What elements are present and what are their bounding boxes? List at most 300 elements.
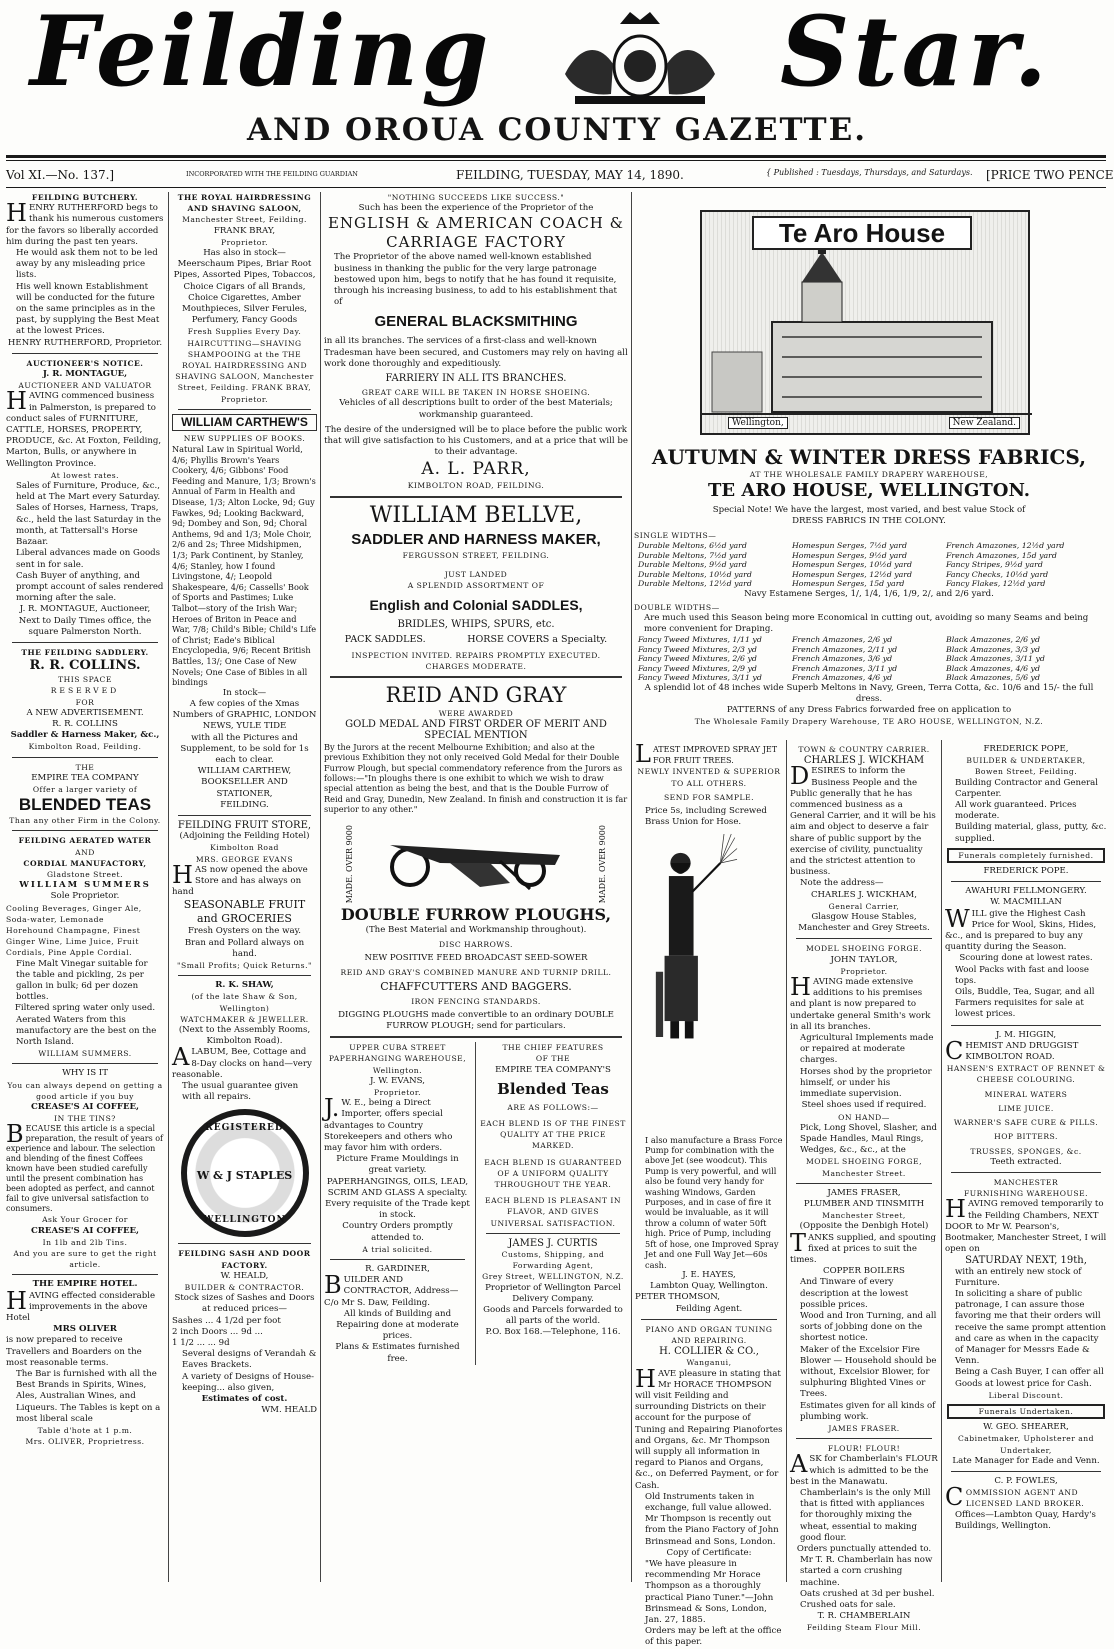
ad-body: You can always depend on getting a good article if you buy <box>7 1080 163 1101</box>
ad-heading: CORDIAL MANUFACTORY, <box>23 858 147 868</box>
stamp-text: REGISTERED <box>205 1123 284 1134</box>
ad-body: Note the address— <box>800 878 884 889</box>
ad-trade: Saddler & Harness Maker, &c., <box>10 730 160 741</box>
ad-body: Liberal advances made on Goods sent in for sale. <box>16 548 161 570</box>
ad-body: WARNER'S SAFE CURE & PILLS. <box>953 1118 1099 1128</box>
ad-body: A variety of Designs of House-keeping... also given, <box>182 1371 314 1393</box>
ad-body: A splendid lot of 48 inches wide Superb Meltons in Navy, Green, Terra Cotta, &c. 10/6 and 15/- the full dress. <box>644 682 1094 704</box>
ad-body: NEW POSITIVE FEED BROADCAST SEED-SOWER <box>364 952 588 963</box>
te-aro-house-ad <box>634 445 1104 727</box>
ad-subheading: AT THE WHOLESALE FAMILY DRAPERY WAREHOUSE, <box>749 470 989 479</box>
ad-body: Bran and Pollard always on hand. <box>184 937 305 959</box>
ad-body: Being a Cash Buyer, I can offer all Goods at lowest price for Cash. <box>955 1367 1104 1389</box>
ad-address: Wellington. <box>372 1065 423 1075</box>
ad-body: DIGGING PLOUGHS made convertible to an ordinary DOUBLE FURROW PLOUGH; send for particulars. <box>338 1009 614 1031</box>
ad-headline: GENERAL BLACKSMITHING <box>374 313 578 331</box>
column-5 <box>790 744 938 1633</box>
made-label: MADE. OVER 9000 <box>597 824 607 903</box>
ad-body: Has also in stock— <box>203 248 286 259</box>
ad-body: BECAUSE this article is a special preparation, the result of years of experience and labour. The selection and blending of the finest Coffees known have been studied carefully until the present combination has been adopted as perfect, and cannot fail to give universal satisfaction to consumers. <box>6 1120 164 1214</box>
price-cell: French Amazones, 15d yard <box>946 550 1057 560</box>
ad-name: J. R. MONTAGUE, <box>42 369 128 380</box>
price-cell: Homespun Serges, 9½d yard <box>792 550 908 560</box>
ad-body: HANSEN'S EXTRACT OF RENNET & CHEESE COLOURING. <box>946 1064 1106 1085</box>
ad-body: IN THE TINS? <box>54 1114 116 1124</box>
ad-body: (of the late Shaw & Son, Wellington) <box>191 992 298 1013</box>
ad-heading: MODEL SHOEING FORGE. <box>805 944 923 954</box>
ad-heading: EMPIRE TEA COMPANY'S <box>495 1064 611 1075</box>
ad-body: HENRY RUTHERFORD begs to thank his numerous customers for the favors so liberally accorded him during the past ten years. <box>6 199 164 247</box>
ad-body: Orders punctually attended to. <box>796 1544 932 1555</box>
ad-body: Than any other Firm in the Colony. <box>9 816 161 826</box>
book-list: Natural Law in Spiritual World, 4/6; Phyllis Brown's Years Cookery, 4/6; Gibbons' Food Feeding and Manure, 1/3; Brown's Annual of Farm in Health and Disease, 1/3; Alton Locke, 9d; Guy Fawkes, 9d; Looking Backward, 9d; Dombey and Son, 9d; Choral Anthems, 9d and 1/3; Mole Choir, 2/6 and 2s; Three Midshipmen, 1/3; Park Continent, by Stanley, 4/6; Stanley, how I found Livingstone, 4/; Leopold Shakespeare, 4/6; Cassells' Book of Sports and Pastimes; Luke Talbot—story of the Irish War; Heroes of Briton in Peace and War, 7/8; Child's Bible; Child's Life of Christ; Eade's Biblical Encyclopedia, 9/6; Recent British Battles, 13/; One Case of New Novels; One Case of Bibles in all bindings <box>172 444 317 688</box>
ad-body: He would ask them not to be led away by any misleading price lists. <box>16 248 158 281</box>
ad-name: W. HEALD, <box>220 1270 269 1281</box>
ad-signature: WILLIAM CARTHEW, <box>197 766 292 777</box>
ad-body: JUST LANDED <box>444 569 508 579</box>
ad-body: Plans & Estimates furnished free. <box>335 1342 460 1364</box>
ad-body: And Tinware of every description at the lowest possible prices. <box>800 1277 909 1310</box>
ad-body: Fresh Supplies Every Day. <box>187 327 302 337</box>
ad-body: PAPERHANGINGS, OILS, LEAD, SCRIM AND GLASS A specialty. <box>326 1176 469 1198</box>
ad-name: H. COLLIER & CO., <box>659 1346 759 1358</box>
column-3 <box>324 192 628 1582</box>
ad-address: (Next to the Assembly Rooms, Kimbolton Road). <box>178 1025 311 1047</box>
ad-heading: CREASE'S AI COFFEE, <box>30 1102 140 1113</box>
ad-trade: CHEMIST AND DRUGGIST KIMBOLTON ROAD. <box>945 1036 1079 1065</box>
ad-body: Liberal Discount. <box>988 1390 1064 1400</box>
feature-item: EACH BLEND IS PLEASANT IN FLAVOR, AND GIVES UNIVERSAL SATISFACTION. <box>485 1196 621 1228</box>
ad-body: DRESS FABRICS IN THE COLONY. <box>792 516 946 526</box>
ad-name: C. P. FOWLES, <box>994 1475 1058 1486</box>
price-cell: Durable Meltons, 9½d yard <box>638 560 747 570</box>
ad-heading: THE EMPIRE HOTEL. <box>32 1279 138 1290</box>
price-cell: French Amazones, 3/11 yd <box>792 663 898 673</box>
column-rule <box>320 192 321 1582</box>
ad-address: Kimbolton Road, Feilding. <box>28 742 142 752</box>
ad-body: I also manufacture a Brass Force Pump for combination with the above Jet (see woodcut). This Pump is very powerful, and will also be found very handy for washing Windows, Garden Purposes, and in case of fire it would be invaluable, as it will throw a column of water 50ft high. Price of Pump, including 5ft of hose, one Improved Spray Jet and one Full Way Jet—60s cash. <box>645 1134 783 1270</box>
ad-body: REID AND GRAY'S COMBINED MANURE AND TURNIP DRILL. <box>340 968 612 978</box>
ad-address: FERGUSSON STREET, FEILDING. <box>402 550 550 560</box>
ad-body: Mr Thompson is recently out from the Piano Factory of John Brinsmead and Sons, London. <box>645 1514 779 1547</box>
ad-body: Aerated Waters from this manufactory are the best on the North Island. <box>16 1014 157 1048</box>
price-cell: French Amazones, 12½d yard <box>946 541 1065 550</box>
ad-body: Sashes ... 4 1/2d per foot <box>172 1315 281 1326</box>
ad-trade: COMMISSION AGENT AND LICENSED LAND BROKER. <box>945 1483 1085 1512</box>
feature-item: EACH BLEND IS OF THE FINEST QUALITY AT THE PRICE MARKED. <box>480 1118 626 1151</box>
ad-body: HAVING effected considerable improvements in the above Hotel <box>6 1286 156 1324</box>
ad-body: Proprietor of Wellington Parcel Delivery Company. <box>485 1282 621 1304</box>
ad-body: Sole Proprietor. <box>50 891 120 902</box>
ad-name: J. M. HIGGIN, <box>995 1029 1057 1040</box>
ad-name: JAMES FRASER, <box>827 1187 901 1198</box>
ad-address: KIMBOLTON ROAD, FEILDING. <box>407 481 545 491</box>
ad-name: MRS. GEORGE EVANS <box>195 854 294 864</box>
divider <box>330 1259 465 1260</box>
ad-body: In soliciting a share of public patronage, I can assure those favoring me that their orders will receive the same prompt attention and care as when in the capacity of Manager for Messrs Eade & Venn. <box>955 1288 1106 1367</box>
ad-box: Funerals completely furnished. <box>947 848 1105 863</box>
ad-body: (The Best Material and Workmanship throughout). <box>365 924 587 935</box>
ad-heading: EMPIRE TEA COMPANY <box>31 772 139 783</box>
ad-body: All work guaranteed. Prices moderate. <box>955 800 1077 822</box>
divider <box>951 1471 1101 1472</box>
price-cell: Homespun Serges, 10½d yard <box>792 560 912 570</box>
column-2 <box>172 192 317 1582</box>
ad-body: Navy Estamene Serges, 1/, 1/4, 1/6, 1/9, 2/, and 2/6 yard. <box>744 588 994 599</box>
ad-trade: BUILDER & CONTRACTOR. <box>184 1283 305 1293</box>
ad-subheading: GREAT CARE WILL BE TAKEN IN HORSE SHOEING. <box>361 388 591 398</box>
ad-body: ARE AS FOLLOWS:— <box>507 1102 599 1112</box>
ad-body: BRIDLES, WHIPS, SPURS, etc. <box>397 619 555 631</box>
ad-address: Kimbolton Road <box>210 843 279 853</box>
ad-body: Stock sizes of Sashes and Doors at reduced prices— <box>174 1293 315 1315</box>
ad-body: TANKS supplied, and spouting fixed at prices to suit the times. <box>790 1228 937 1265</box>
divider <box>178 409 311 410</box>
ad-body: DOUBLE WIDTHS— <box>634 602 720 612</box>
ad-body: Sales of Furniture, Produce, &c., held at The Mart every Saturday. <box>16 481 161 503</box>
ad-heading: FEILDING FRUIT STORE, <box>177 819 312 831</box>
ad-body: Proprietor. <box>840 966 888 976</box>
ad-headline: SATURDAY NEXT, 19th, <box>965 1255 1087 1267</box>
column-rule <box>168 192 169 1582</box>
ad-body: Fine Malt Vinegar suitable for the table and pickling, 2s per gallon in bulk; 6d per dozen bottles. <box>16 958 148 1003</box>
ad-body: Copy of Certificate: <box>666 1547 752 1558</box>
ad-body: MODEL SHOEING FORGE, <box>805 1157 923 1167</box>
staples-stamp-logo <box>181 1109 309 1237</box>
ad-body: THE <box>75 762 95 772</box>
ad-heading: WHY IS IT <box>62 1068 108 1079</box>
ad-subheading: FARRIERY IN ALL ITS BRANCHES. <box>385 373 567 385</box>
ad-subheading: NEW SUPPLIES OF BOOKS. <box>183 433 306 443</box>
ad-body: Special Note! We have the largest, most varied, and best value Stock of <box>712 505 1026 515</box>
ad-body: Offer a larger variety of <box>32 784 138 794</box>
masthead-title-right: Star. <box>780 0 1052 108</box>
ad-name: FRANK BRAY, <box>213 225 276 236</box>
ad-body: Oils, Buddle, Tea, Sugar, and all Farmers requisites for sale at lowest prices. <box>955 987 1095 1020</box>
ad-heading: AWAHURI FELLMONGERY. <box>965 886 1087 897</box>
ad-signature: T. R. CHAMBERLAIN <box>817 1611 911 1622</box>
ad-address: Manchester Street. <box>822 1168 906 1178</box>
ad-address: Feilding Steam Flour Mill. <box>806 1623 922 1633</box>
ad-body: Proprietor. <box>373 1087 422 1097</box>
divider <box>796 938 932 939</box>
ad-body: THIS SPACE <box>58 675 112 685</box>
ad-name: WILLIAM SUMMERS <box>19 880 151 891</box>
ad-body: ALABUM, Bee, Cottage and 8-Day clocks on hand—very reasonable. <box>172 1043 312 1080</box>
ad-address: Manchester Street, <box>822 1211 906 1221</box>
ad-body: And you are sure to get the right article. <box>13 1249 157 1270</box>
column-6 <box>945 744 1107 1582</box>
ad-signature: PETER THOMSON, <box>635 1292 720 1303</box>
ad-signature: J. R. MONTAGUE, Auctioneer, <box>19 604 151 615</box>
ad-subheading: COPPER BOILERS <box>823 1266 905 1277</box>
price-cell: Durable Meltons, 12½d yard <box>638 579 752 589</box>
ad-body: FOR <box>75 697 95 707</box>
ad-body: Oats crushed at 3d per bushel. Crushed oats for sale. <box>800 1588 935 1611</box>
ad-address: Lambton Quay, Wellington. <box>650 1281 768 1292</box>
ad-trade: BUILDER & UNDERTAKER, <box>966 756 1086 766</box>
ad-body: HAVE pleasure in stating that Mr HORACE THOMPSON will visit Feilding and surrounding Districts on their account for the purpose of Tuning and Repairing Pianofortes and Organs, &c. Mr Thompson will supply all information in regard to Pianos and Organs, &c., on Deferred Payment, or for Cash. <box>635 1364 783 1491</box>
column-4 <box>635 740 783 1648</box>
ad-body: The Wholesale Family Drapery Warehouse, TE ARO HOUSE, WELLINGTON, N.Z. <box>694 716 1044 726</box>
price-cell: Black Amazones, 2/6 yd <box>946 634 1040 644</box>
ad-heading: THE FEILDING SADDLERY. <box>21 647 149 657</box>
caption: Wellington, <box>728 417 788 429</box>
ad-body: Country Orders promptly attended to. <box>342 1221 453 1243</box>
ad-body: Feilding Agent. <box>675 1303 743 1314</box>
ad-body: MINERAL WATERS <box>984 1089 1068 1099</box>
price-cell: Fancy Stripes, 9½d yard <box>946 560 1043 570</box>
price-cell: Black Amazones, 3/11 yd <box>946 654 1045 664</box>
ad-heading: FEILDING SASH AND DOOR FACTORY. <box>178 1249 311 1270</box>
ad-name: R. R. COLLINS. <box>29 658 141 674</box>
price-cell: Homespun Serges, 15d yard <box>792 579 905 589</box>
ad-subheading: GOLD MEDAL AND FIRST ORDER OF MERIT AND SPECIAL MENTION <box>345 719 607 742</box>
double-width-price-grid <box>634 635 1104 683</box>
ad-body: J.W. E., being a Direct Importer, offers special advantages to Country Storekeepers and others who may favor him with orders. <box>324 1094 453 1153</box>
ad-address: Grey Street, WELLINGTON, N.Z. <box>482 1272 624 1282</box>
ad-signature: Mrs. OLIVER, Proprietress. <box>25 1437 145 1447</box>
ad-headline: English and Colonial SADDLES, <box>369 597 583 614</box>
ad-body: HAVING made extensive additions to his premises and plant is now prepared to undertake general Smith's work in all its branches. <box>790 973 931 1032</box>
ad-signature: JAMES FRASER. <box>828 1423 900 1433</box>
ad-name: MRS OLIVER <box>53 1324 117 1335</box>
masthead <box>0 0 1114 162</box>
ad-body: The Bar is furnished with all the Best Brands in Spirits, Wines, Ales, Australian Wines, and Liqueurs. The Tables is kept on a most liberal scale <box>16 1369 161 1424</box>
ad-body: A SPLENDID ASSORTMENT OF <box>407 581 545 591</box>
ad-quote: "NOTHING SUCCEEDS LIKE SUCCESS." <box>387 193 565 202</box>
price-cell: Fancy Flakes, 12½d yard <box>946 579 1046 589</box>
ad-signature: R. R. COLLINS <box>52 718 118 729</box>
ad-body: HORSE COVERS a Specialty. <box>467 634 608 646</box>
ad-body: In 1lb and 2lb Tins. <box>42 1237 128 1247</box>
ad-address: Manchester Street, Feilding. <box>182 215 307 225</box>
empire-tea-ad <box>476 1042 626 1365</box>
ad-signature: WILLIAM SUMMERS. <box>38 1049 132 1059</box>
ad-heading: TOWN & COUNTRY CARRIER. <box>798 745 930 754</box>
ad-name: W. MACMILLAN <box>990 897 1062 908</box>
ad-body: RESERVED <box>50 686 120 696</box>
ad-body: with all the Pictures and Supplement, to be sold for 1s each to clear. <box>180 732 309 765</box>
ad-headline: AUTUMN & WINTER DRESS FABRICS, <box>651 445 1087 469</box>
ad-headline: TE ARO HOUSE, WELLINGTON. <box>707 480 1031 501</box>
column-rule <box>941 740 942 1582</box>
made-label: MADE. OVER 9000 <box>345 824 354 903</box>
ad-body: OF THE <box>535 1054 571 1064</box>
ad-box: Funerals Undertaken. <box>947 1404 1105 1419</box>
ad-body: Wool Packs with fast and loose tops. <box>955 964 1089 986</box>
ad-body: PACK SADDLES. <box>344 634 426 646</box>
publication-days: { Published : Tuesdays, Thursdays, and Saturdays. <box>766 168 973 177</box>
dateline <box>6 164 1114 186</box>
ad-body: HOP BITTERS. <box>994 1132 1058 1142</box>
ad-body: (Adjoining the Feilding Hotel) <box>179 831 310 842</box>
ad-subheading: AUCTIONEER AND VALUATOR <box>18 381 152 391</box>
ad-name: J. W. EVANS, <box>370 1075 425 1086</box>
ad-body: Cooling Beverages, Ginger Ale, Soda-water, Lemonade <box>6 903 142 924</box>
rule <box>6 155 1106 158</box>
ad-body: Mr T. R. Chamberlain has now started a corn crushing machine. <box>800 1555 933 1588</box>
ad-body: Estimates of cost. <box>201 1394 288 1405</box>
ad-body: A trial solicited. <box>362 1244 433 1254</box>
ad-heading: THE ROYAL HAIRDRESSING AND SHAVING SALOON, <box>177 193 312 214</box>
price-cell: Fancy Tweed Mixtures, 2/6 yd <box>638 654 757 664</box>
price-cell: Black Amazones, 4/6 yd <box>946 663 1040 673</box>
ad-body: Steel shoes used if required. <box>801 1100 927 1111</box>
price-cell: Fancy Tweed Mixtures, 2/9 yd <box>638 663 757 673</box>
plough-illustration-icon <box>380 825 570 895</box>
ad-body: "We have pleasure in recommending Mr Horace Thompson as a thoroughly practical Piano Tuner."—John Brinsmead & Sons, London, Jan. 27, 1885. <box>645 1558 774 1625</box>
divider <box>12 830 158 831</box>
ad-heading: PIANO AND ORGAN TUNING AND REPAIRING. <box>645 1324 773 1345</box>
ad-body: Cash Buyer of anything, and prompt account of sales rendered morning after the sale. <box>16 570 164 604</box>
ad-body: The desire of the undersigned will be to place before the public work that will give satisfaction to his Customers, and at a price that will be to their advantage. <box>324 424 628 458</box>
ad-headline: WILLIAM CARTHEW'S <box>172 414 317 431</box>
ad-body: TRUSSES, SPONGES, &c. <box>970 1146 1082 1156</box>
ad-name: JOHN TAYLOR, <box>830 954 898 965</box>
volume-number: Vol XI.—No. 137.] <box>6 168 115 182</box>
ad-trade: Customs, Shipping, and Forwarding Agent, <box>501 1250 605 1271</box>
ad-body: ASK for Chamberlain's FLOUR which is admitted to be the best in the Manawatu. <box>790 1450 938 1487</box>
evans-ad <box>324 1042 476 1365</box>
ad-body: Meerschaum Pipes, Briar Root Pipes, Assorted Pipes, Tobaccos, Choice Cigars of all Brands, Choice Cigarettes, Amber Mouthpieces, Silver Ferules, Perfumery, Fancy Goods <box>173 259 316 326</box>
ad-body: P.O. Box 168.—Telephone, 116. <box>485 1327 621 1338</box>
ad-body: PATTERNS of any Dress Fabrics forwarded free on application to <box>726 704 1012 715</box>
price-cell: Fancy Tweed Mixtures, 3/11 yd <box>638 673 762 683</box>
rule <box>6 160 1106 161</box>
divider <box>796 1438 932 1439</box>
ad-heading: FLOUR! FLOUR! <box>827 1444 901 1454</box>
ad-body: Ask Your Grocer for <box>42 1215 128 1225</box>
ad-body: At lowest rates. <box>50 470 120 480</box>
ad-body: is now prepared to receive Travellers and Boarders on the most reasonable terms. <box>6 1335 142 1368</box>
ad-body: Fresh Oysters on the way. <box>187 926 302 937</box>
ad-trade: Cabinetmaker, Upholsterer and Undertaker, <box>957 1434 1095 1455</box>
price-cell: Fancy Checks, 10½d yard <box>946 569 1049 579</box>
ad-body: All kinds of Building and Repairing done at moderate prices. <box>336 1308 459 1342</box>
ad-heading: FEILDING AERATED WATER <box>18 836 152 846</box>
ad-body: General Carrier, <box>828 901 900 911</box>
ad-heading: AUCTIONEER'S NOTICE. <box>26 358 144 368</box>
divider <box>12 757 158 758</box>
divider <box>951 1025 1101 1026</box>
ad-body: Estimates given for all kinds of plumbing work. <box>800 1400 936 1422</box>
ad-name: W. GEO. SHEARER, <box>983 1422 1069 1433</box>
ad-name: WILLIAM BELLVE, <box>369 502 583 528</box>
caption: New Zealand. <box>949 417 1020 429</box>
ad-body: Scouring done at lowest rates. <box>959 953 1093 964</box>
ad-signature: WM. HEALD <box>261 1405 317 1416</box>
masthead-subtitle: AND OROUA COUNTY GAZETTE. <box>246 112 868 148</box>
ad-body: Table d'hote at 1 p.m. <box>37 1426 133 1436</box>
rule <box>6 187 1106 188</box>
ad-heading: FEILDING BUTCHERY. <box>31 193 139 202</box>
ad-name: A. L. PARR, <box>421 459 531 480</box>
divider <box>12 353 158 354</box>
ad-body: ON HAND— <box>838 1112 890 1122</box>
ad-heading: FURNISHING WAREHOUSE. <box>963 1189 1089 1199</box>
ad-body: BUILDER AND CONTRACTOR, Address—C/o Mr S. Daw, Feilding. <box>324 1271 459 1308</box>
te-aro-house-engraving <box>700 210 1030 435</box>
incorporated-note: INCORPORATED WITH THE FEILDING GUARDIAN <box>186 170 358 178</box>
column-rule <box>786 740 787 1582</box>
stamp-text: WELLINGTON <box>203 1215 286 1226</box>
ad-address: (Opposite the Denbigh Hotel) <box>799 1221 929 1232</box>
ad-heading: MANCHESTER <box>993 1177 1059 1187</box>
ad-body: Vehicles of all descriptions built to order of the best Materials; workmanship guaranteed. <box>339 398 613 420</box>
ad-heading: UPPER CUBA STREET PAPERHANGING WAREHOUSE, <box>328 1043 467 1064</box>
ad-body: The Proprietor of the above named well-known established business in thanking the public for the very large patronage bestowed upon him, begs to notify that he has found it requisite, through his increasing business, to add to his establishment that of <box>334 252 617 308</box>
masthead-title-left: Feilding <box>30 0 492 108</box>
ad-body: Proprietor. <box>220 237 269 247</box>
ad-body: Pick, Long Shovel, Slasher, and Spade Handles, Maul Rings, Wedges, &c., &c., at the <box>800 1122 937 1156</box>
price-cell: Homespun Serges, 7½d yard <box>792 541 908 550</box>
ad-body: Horses shod by the proprietor himself, or under his immediate supervision. <box>800 1066 932 1100</box>
ad-body: SEND FOR SAMPLE. <box>663 792 755 802</box>
ad-trade: PLUMBER AND TINSMITH <box>803 1198 925 1209</box>
ad-heading: THE CHIEF FEATURES <box>502 1043 604 1053</box>
ad-body: In stock— <box>222 687 267 698</box>
ad-signature: BOOKSELLER AND STATIONER, <box>201 777 288 799</box>
ad-body: in all its branches. The services of a first-class and well-known Tradesman have been secured, and Customers may rely on having all work done thoroughly and expeditiously. <box>324 336 628 369</box>
divider <box>796 1183 932 1184</box>
ad-body: Building material, glass, putty, &c. supplied. <box>955 822 1107 844</box>
ad-signature: FREDERICK POPE. <box>983 866 1069 877</box>
column-1 <box>6 192 164 1582</box>
ad-body: Such has been the experience of the Proprietor of the <box>358 203 594 214</box>
ad-body: A NEW ADVERTISEMENT. <box>26 707 144 718</box>
ad-trade: WATCHMAKER & JEWELLER. <box>180 1014 309 1024</box>
ad-body: Chamberlain's is the only Mill that is fitted with appliances for thoroughly mixing the wheat, essential to making good flour. <box>800 1488 931 1543</box>
ad-body: Horehound Champagne, Finest Ginger Wine, Lime Juice, Fruit Cordials, Pine Apple Cordial. <box>6 925 141 958</box>
divider <box>12 1063 158 1064</box>
ad-body: Picture Frame Mouldings in great variety. <box>336 1154 459 1176</box>
price-cell: French Amazones, 4/6 yd <box>792 673 893 683</box>
ad-body: LIME JUICE. <box>998 1103 1054 1113</box>
ad-body: His well known Establishment will be conducted for the future on the same principles as in the past, by supplying the Best Meat at the lowest Prices. <box>16 281 160 337</box>
divider <box>178 815 311 816</box>
divider <box>330 676 622 678</box>
price-cell: Durable Meltons, 6½d yard <box>638 541 747 550</box>
divider <box>486 1233 620 1234</box>
ad-name: R. GARDINER, <box>365 1264 430 1275</box>
divider <box>951 1172 1101 1173</box>
ad-body: Sales of Horses, Harness, Traps, &c., held the last Saturday in the month, at Tattersall's Horse Bazaar. <box>16 503 161 548</box>
price-cell: French Amazones, 3/6 yd <box>792 654 893 664</box>
ad-headline: DOUBLE FURROW PLOUGHS, <box>340 904 612 924</box>
ad-body: NEWLY INVENTED & SUPERIOR TO ALL OTHERS. <box>637 767 781 788</box>
ad-body: Agricultural Implements made or repaired at moderate charges. <box>800 1033 934 1066</box>
royal-crest-icon <box>545 4 735 108</box>
ad-trade: SADDLER AND HARNESS MAKER, <box>351 530 601 548</box>
price-cell: Homespun Serges, 12½d yard <box>792 569 912 579</box>
price-cell: French Amazones, 2/11 yd <box>792 644 898 654</box>
ad-body: INSPECTION INVITED. REPAIRS PROMPTLY EXECUTED. <box>351 650 601 660</box>
ad-body: Every requisite of the Trade kept in stock. <box>325 1199 470 1221</box>
ad-body: Several designs of Verandah & Eaves Brackets. <box>182 1349 317 1371</box>
price-cell: Black Amazones, 5/6 yd <box>946 673 1040 683</box>
ad-body: AND <box>75 847 95 857</box>
ad-address: Bowen Street, Feilding. <box>974 767 1078 777</box>
ad-body: HAVING removed temporarily to the Feilding Chambers, NEXT DOOR to Mr W. Pearson's, Bootmaker, Manchester Street, I will open on <box>945 1195 1107 1255</box>
ad-body: HAIRCUTTING—SHAVING SHAMPOOING at the THE ROYAL HAIRDRESSING AND SHAVING SALOON, Manchester Street, Feilding. FRANK BRAY, Proprietor. <box>175 338 314 404</box>
ad-body: Goods and Parcels forwarded to all parts of the world. <box>483 1305 623 1327</box>
ad-body: "Small Profits; Quick Returns." <box>177 960 312 970</box>
ad-body: Maker of the Excelsior Fire Blower — Household should be without, Excelsior Blower, for sulphuring Blighted Vines or Trees. <box>800 1344 937 1400</box>
price-cell: Fancy Tweed Mixtures, 2/3 yd <box>638 644 757 654</box>
ad-signature: J. E. HAYES, <box>682 1269 736 1280</box>
ad-signature: HENRY RUTHERFORD, Proprietor. <box>7 337 163 348</box>
